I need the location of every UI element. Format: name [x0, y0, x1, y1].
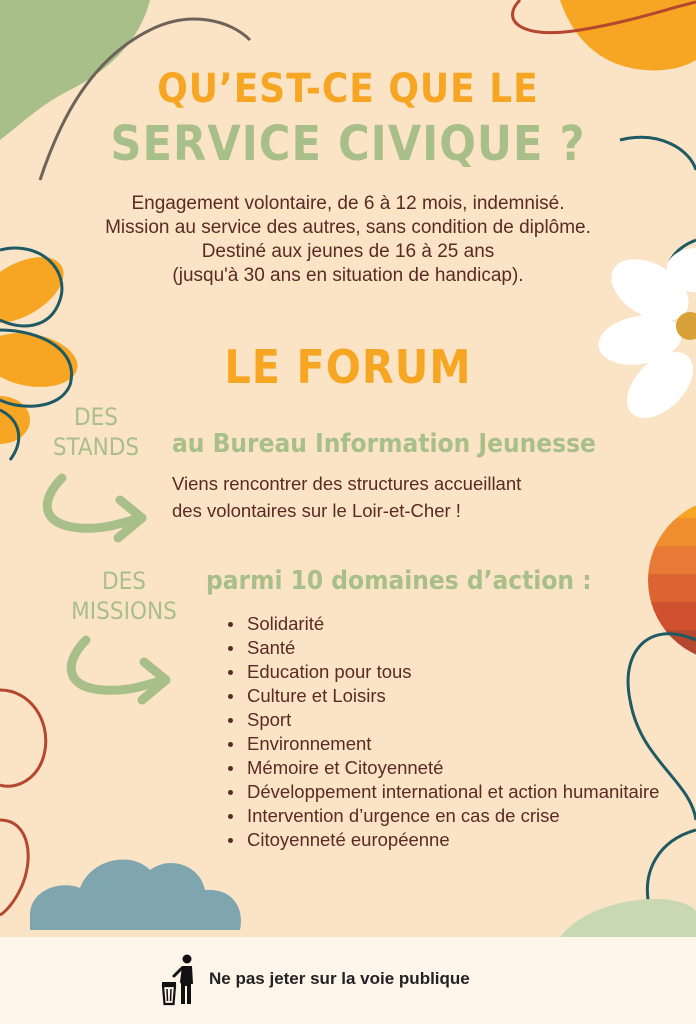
rust-curve-left-2 [0, 820, 28, 915]
footer-text: Ne pas jeter sur la voie publique [209, 969, 470, 988]
missions-label-line-1: DES [102, 567, 146, 595]
intro-line: Engagement volontaire, de 6 à 12 mois, indemnisé. [131, 193, 565, 214]
green-arrow-stands [47, 478, 142, 538]
domain-item: Sport [226, 708, 666, 732]
domain-item: Santé [226, 636, 666, 660]
orange-blob-top-right [560, 0, 696, 70]
rust-curve-left [0, 690, 46, 786]
missions-label [56, 566, 192, 626]
domain-item: Développement international et action humanitaire [226, 780, 666, 804]
forum-title: LE FORUM [224, 340, 472, 394]
intro-paragraph [20, 192, 676, 288]
stands-heading: au Bureau Information Jeunesse [172, 429, 596, 459]
stands-label-line-2: STANDS [52, 433, 140, 461]
stands-text [172, 470, 521, 524]
intro-line: Destiné aux jeunes de 16 à 25 ans [201, 241, 495, 262]
trash-bin-person-icon [160, 954, 202, 1006]
domain-item: Intervention d’urgence en cas de crise [226, 804, 666, 828]
domain-item: Citoyenneté européenne [226, 828, 666, 852]
domains-list [226, 612, 666, 852]
domain-item: Culture et Loisirs [226, 684, 666, 708]
green-arrow-missions [71, 640, 166, 700]
teal-cloud-bottom-left [30, 860, 241, 930]
intro-line: Mission au service des autres, sans condition de diplôme. [105, 217, 591, 238]
domain-item: Environnement [226, 732, 666, 756]
stands-text-line-1: Viens rencontrer des structures accueillant [172, 473, 522, 494]
missions-heading: parmi 10 domaines d’action : [206, 566, 592, 596]
title-line-1: QU’EST-CE QUE LE [157, 66, 539, 112]
intro-line: (jusqu'à 30 ans en situation de handicap). [172, 265, 524, 286]
stands-label-line-1: DES [74, 403, 118, 431]
stands-label [36, 402, 156, 462]
domain-item: Mémoire et Citoyenneté [226, 756, 666, 780]
missions-label-line-2: MISSIONS [71, 597, 177, 625]
stands-text-line-2: des volontaires sur le Loir-et-Cher ! [172, 500, 461, 521]
title-line-2: SERVICE CIVIQUE ? [110, 116, 586, 172]
domain-item: Education pour tous [226, 660, 666, 684]
domain-item: Solidarité [226, 612, 666, 636]
green-blob-bottom-right [560, 899, 696, 937]
